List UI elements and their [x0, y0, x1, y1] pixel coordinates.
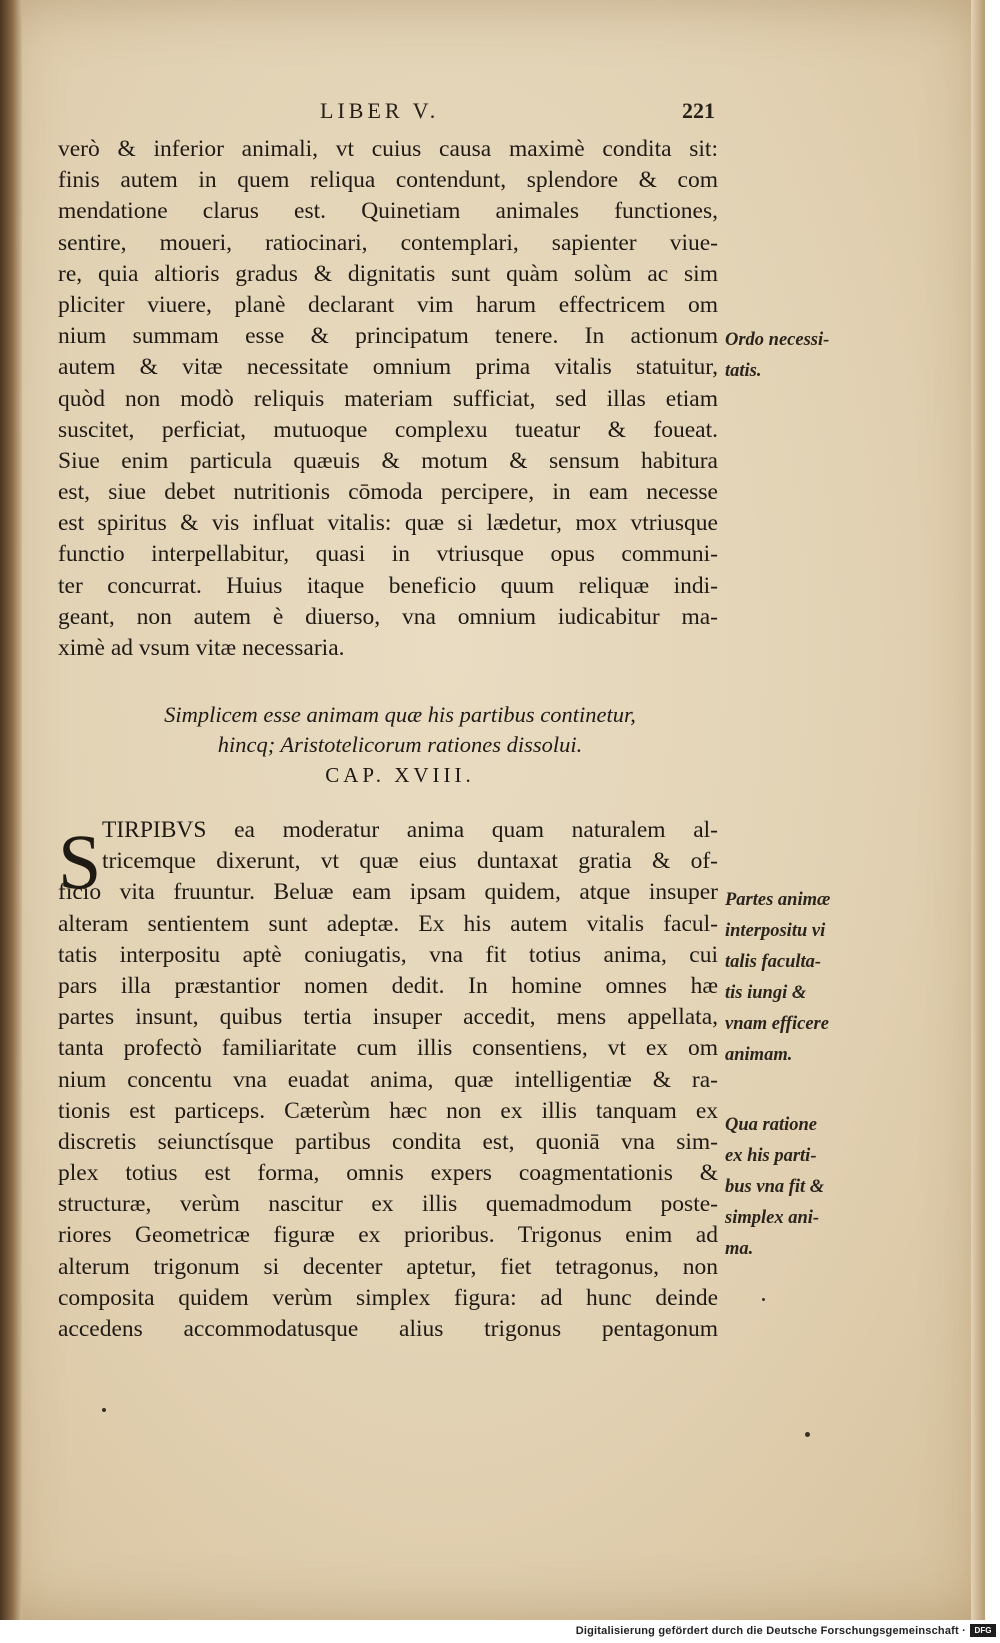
marginal-note: [725, 1110, 865, 1265]
chapter-number: CAP. XVIII.: [325, 763, 475, 787]
text-line: finis autem in quem reliqua contendunt, splendore & com: [58, 167, 718, 194]
text-block-1: [58, 134, 718, 664]
ink-speck: [762, 1298, 765, 1301]
drop-capital: S: [58, 818, 102, 905]
marginal-note-line: ma.: [725, 1239, 754, 1259]
text-line: verò & inferior animali, vt cuius causa maximè condita sit:: [58, 136, 718, 162]
text-line: est, siue debet nutritionis cōmoda percipere, in eam necesse: [58, 479, 718, 506]
text-line: autem & vitæ necessitate omnium prima vitalis statuitur,: [58, 354, 718, 381]
text-line: est spiritus & vis influat vitalis: quæ si lædetur, mox vtriusque: [58, 510, 718, 537]
ink-speck: [102, 1408, 106, 1412]
marginal-note-line: tis iungi &: [725, 983, 807, 1003]
running-title: LIBER V.: [320, 98, 440, 123]
folio-number: 221: [682, 98, 715, 123]
dfg-logo: DFG: [970, 1624, 996, 1637]
text-line: tanta profectò familiaritate cum illis consentiens, vt ex om: [58, 1035, 718, 1062]
marginal-note-line: Qua ratione: [725, 1115, 818, 1135]
funding-credit: Digitalisierung gefördert durch die Deutsche Forschungsgemeinschaft ·: [575, 1625, 966, 1637]
marginal-note-line: vnam efficere: [725, 1014, 829, 1034]
text-line: TIRPIBVS ea moderatur anima quam naturalem al-: [102, 817, 718, 843]
text-line: plex totius est forma, omnis expers coagmentationis &: [58, 1160, 718, 1187]
text-block-2: [58, 815, 718, 1345]
text-line: geant, non autem è diuerso, vna omnium iudicabitur ma-: [58, 603, 718, 630]
text-line: accedens accommodatusque alius trigonus pentagonum: [58, 1316, 718, 1342]
chapter-title-line-2: hincq; Aristotelicorum rationes dissolui.: [217, 732, 583, 757]
marginal-note-line: ex his parti-: [725, 1146, 817, 1166]
text-line: pliciter viuere, planè declarant vim harum effectricem om: [58, 291, 718, 318]
text-line: sentire, moueri, ratiocinari, contemplari, sapienter viue-: [58, 229, 718, 256]
marginal-note-line: simplex ani-: [725, 1208, 820, 1228]
binding-gutter: [0, 0, 22, 1620]
text-line: functio interpellabitur, quasi in vtriusque opus communi-: [58, 541, 718, 568]
text-line: tricemque dixerunt, vt quæ eius duntaxat gratia & of-: [102, 848, 718, 875]
text-line: nium concentu vna euadat anima, quæ intelligentiæ & ra-: [58, 1066, 718, 1093]
chapter-title-line-1: Simplicem esse animam quæ his partibus continetur,: [164, 702, 636, 727]
marginal-note-line: Partes animæ: [725, 890, 831, 910]
text-line: riores Geometricæ figuræ ex prioribus. Trigonus enim ad: [58, 1222, 718, 1249]
text-line: ximè ad vsum vitæ necessaria.: [58, 635, 345, 661]
marginal-note-line: Ordo necessi-: [725, 330, 830, 350]
text-line: partes insunt, quibus tertia insuper accedit, mens appellata,: [58, 1004, 718, 1031]
text-line: mendatione clarus est. Quinetiam animales functiones,: [58, 198, 718, 225]
ink-speck: [805, 1432, 810, 1437]
chapter-heading: [100, 700, 700, 790]
text-line: quòd non modò reliquis materiam sufficiat, sed illas etiam: [58, 385, 718, 412]
text-line: tatis interpositu aptè coniugatis, vna fit totius anima, cui: [58, 941, 718, 968]
marginal-note: [725, 885, 865, 1071]
digitization-footer: [0, 1620, 1000, 1643]
marginal-note-line: talis faculta-: [725, 952, 822, 972]
marginal-note-line: interpositu vi: [725, 921, 826, 941]
text-line: Siue enim particula quæuis & motum & sensum habitura: [58, 447, 718, 474]
marginal-note-line: animam.: [725, 1045, 793, 1065]
marginal-note-line: tatis.: [725, 361, 762, 381]
text-line: re, quia altioris gradus & dignitatis sunt quàm solùm ac sim: [58, 260, 718, 287]
marginal-note-line: bus vna fit &: [725, 1177, 825, 1197]
marginal-note: [725, 325, 865, 387]
text-line: tionis est particeps. Cæterùm hæc non ex illis tanquam ex: [58, 1097, 718, 1124]
text-line: alterum trigonum si decenter aptetur, fiet tetragonus, non: [58, 1253, 718, 1280]
text-line: composita quidem verùm simplex figura: ad hunc deinde: [58, 1284, 718, 1311]
page-edge: [971, 0, 985, 1620]
text-line: discretis seiunctísque partibus condita est, quoniā vna sim-: [58, 1128, 718, 1155]
text-line: suscitet, perficiat, mutuoque complexu tueatur & foueat.: [58, 416, 718, 443]
text-line: nium summam esse & principatum tenere. In actionum: [58, 323, 718, 350]
text-line: pars illa præstantior nomen dedit. In homine omnes hæ: [58, 972, 718, 999]
text-line: alteram sentientem sunt adeptæ. Ex his autem vitalis facul-: [58, 910, 718, 937]
text-line: ter concurrat. Huius itaque beneficio quum reliquæ indi-: [58, 572, 718, 599]
text-line: ficio vita fruuntur. Beluæ eam ipsam quidem, atque insuper: [58, 879, 718, 906]
running-head: [60, 98, 715, 128]
text-line: structuræ, verùm nascitur ex illis quemadmodum poste-: [58, 1191, 718, 1218]
